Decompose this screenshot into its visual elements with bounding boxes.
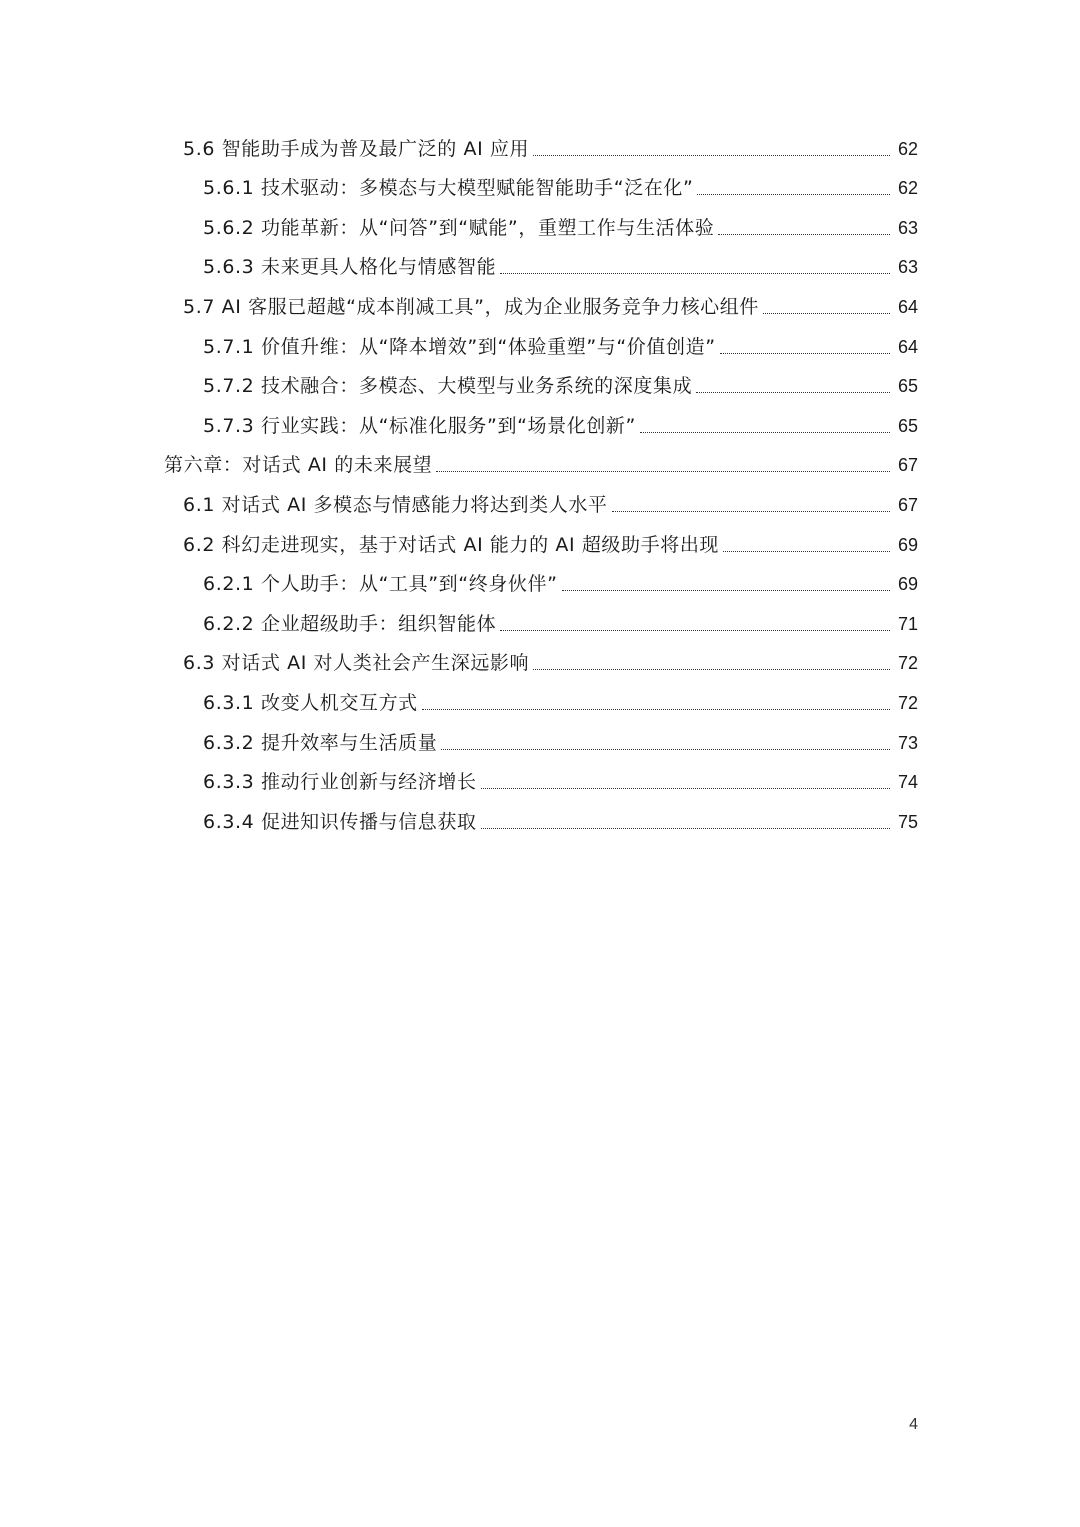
toc-entry-title: 5.6.3 未来更具人格化与情感智能 [203,256,497,279]
toc-entry-page: 65 [897,376,918,397]
toc-entry-title: 5.7.1 价值升维：从“降本增效”到“体验重塑”与“价值创造” [203,335,716,358]
toc-entry-page: 73 [897,732,918,753]
toc-entry-title: 6.3.4 促进知识传播与信息获取 [203,810,477,833]
page-number: 4 [909,1416,918,1433]
toc-entry[interactable] [164,246,918,286]
toc-entry-page: 69 [897,534,918,555]
toc-entry-title: 6.3.3 推动行业创新与经济增长 [203,771,477,794]
toc-dot-leader [763,313,890,314]
toc-dot-leader [640,432,890,433]
toc-entry-title: 第六章：对话式 AI 的未来展望 [164,454,433,477]
toc-dot-leader [422,709,890,710]
toc-entry[interactable] [164,681,918,721]
toc-entry-title: 6.3 对话式 AI 对人类社会产生深远影响 [183,652,530,675]
toc-entry-title: 5.6.1 技术驱动：多模态与大模型赋能智能助手“泛在化” [203,177,694,200]
toc-entry-title: 5.6.2 功能革新：从“问答”到“赋能”，重塑工作与生活体验 [203,216,715,239]
toc-entry[interactable] [164,404,918,444]
toc-entry[interactable] [164,563,918,603]
toc-entry[interactable] [164,721,918,761]
toc-entry-page: 64 [897,336,918,357]
toc-entry[interactable] [164,523,918,563]
toc-entry-page: 62 [897,138,918,159]
toc-dot-leader [720,353,890,354]
toc-entry[interactable] [164,127,918,167]
toc-entry-page: 65 [897,415,918,436]
toc-entry-title: 5.6 智能助手成为普及最广泛的 AI 应用 [183,137,530,160]
toc-entry[interactable] [164,483,918,523]
toc-dot-leader [718,234,890,235]
toc-entry[interactable] [164,206,918,246]
toc-entry-page: 63 [897,217,918,238]
table-of-contents [164,127,918,840]
toc-entry[interactable] [164,642,918,682]
toc-dot-leader [481,788,890,789]
toc-entry-title: 6.1 对话式 AI 多模态与情感能力将达到类人水平 [183,493,608,516]
toc-entry-page: 72 [897,692,918,713]
toc-entry-page: 75 [897,811,918,832]
toc-entry-page: 71 [897,613,918,634]
toc-entry-title: 5.7.2 技术融合：多模态、大模型与业务系统的深度集成 [203,375,693,398]
toc-entry-page: 63 [897,257,918,278]
toc-dot-leader [696,392,890,393]
toc-entry-title: 5.7.3 行业实践：从“标准化服务”到“场景化创新” [203,414,636,437]
toc-entry[interactable] [164,761,918,801]
toc-dot-leader [436,471,890,472]
toc-entry[interactable] [164,365,918,405]
toc-dot-leader [500,630,890,631]
toc-dot-leader [723,551,890,552]
toc-entry-page: 64 [897,296,918,317]
toc-entry[interactable] [164,800,918,840]
toc-entry-page: 67 [897,494,918,515]
toc-entry-page: 62 [897,178,918,199]
toc-entry[interactable] [164,167,918,207]
toc-dot-leader [533,155,890,156]
toc-dot-leader [441,749,890,750]
toc-dot-leader [481,828,890,829]
toc-entry[interactable] [164,444,918,484]
toc-entry-title: 6.2.1 个人助手：从“工具”到“终身伙伴” [203,573,558,596]
toc-entry-title: 6.2 科幻走进现实，基于对话式 AI 能力的 AI 超级助手将出现 [183,533,720,556]
toc-entry-title: 5.7 AI 客服已超越“成本削减工具”，成为企业服务竞争力核心组件 [183,295,759,318]
toc-entry-title: 6.3.1 改变人机交互方式 [203,691,418,714]
toc-entry[interactable] [164,285,918,325]
toc-entry-page: 69 [897,574,918,595]
toc-dot-leader [697,194,890,195]
toc-entry-title: 6.2.2 企业超级助手：组织智能体 [203,612,497,635]
toc-entry-title: 6.3.2 提升效率与生活质量 [203,731,438,754]
toc-dot-leader [533,669,890,670]
toc-entry-page: 67 [897,455,918,476]
toc-dot-leader [562,590,890,591]
toc-entry[interactable] [164,602,918,642]
toc-entry-page: 74 [897,772,918,793]
toc-entry[interactable] [164,325,918,365]
toc-entry-page: 72 [897,653,918,674]
toc-dot-leader [500,273,890,274]
toc-dot-leader [612,511,890,512]
